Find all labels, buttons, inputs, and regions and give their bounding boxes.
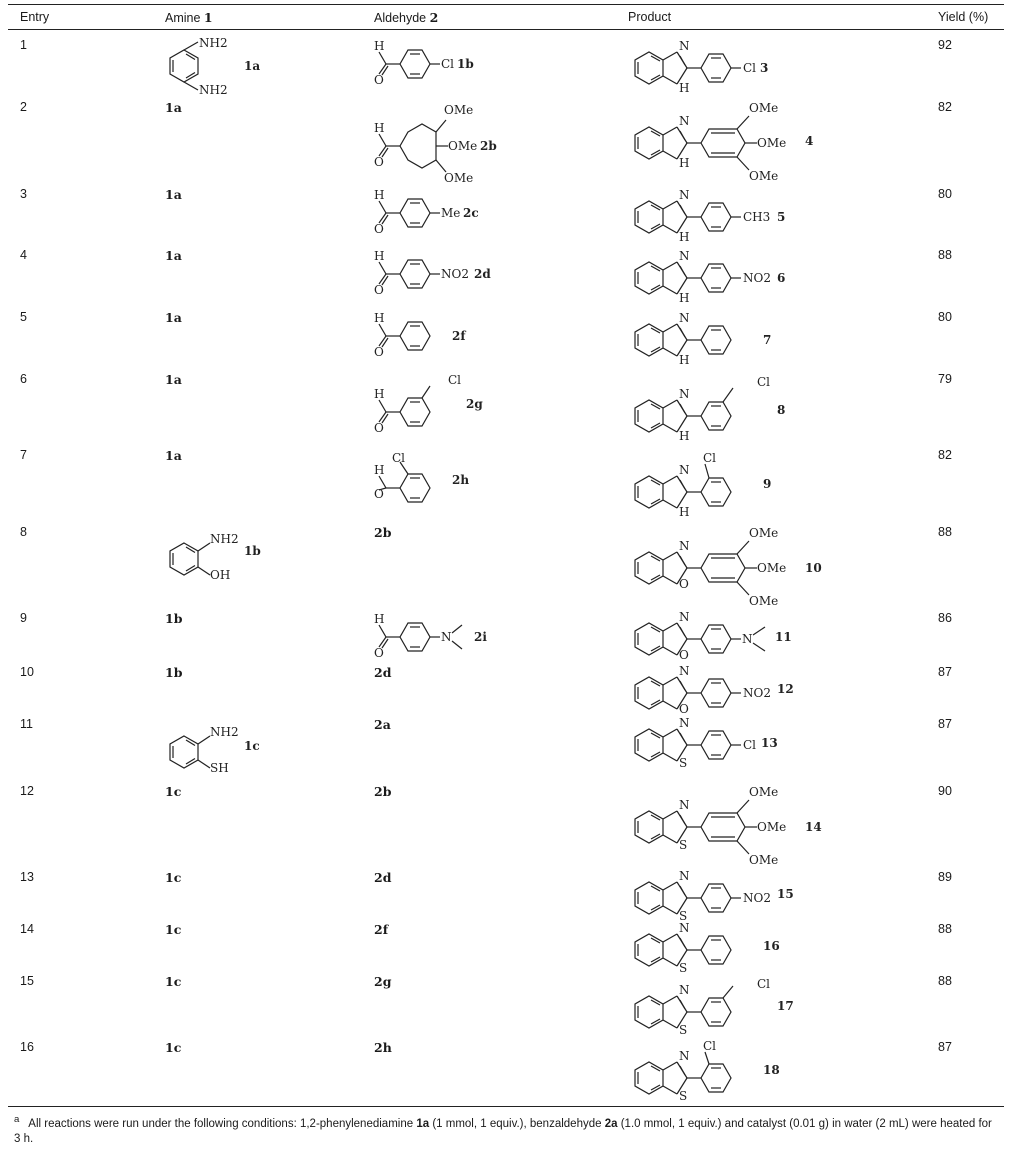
yield-cell: 88 [938, 974, 952, 988]
product-16-structure [625, 922, 825, 978]
atom-label: H [679, 429, 690, 443]
yield-cell: 80 [938, 187, 952, 201]
product-11-structure [625, 611, 825, 667]
product-label: 14 [805, 820, 822, 834]
header-aldehyde-num: 2 [429, 10, 439, 25]
atom-label: N [679, 1049, 690, 1063]
footnote-ref: 1a [416, 1117, 430, 1130]
table-header-rule [8, 29, 1004, 30]
atom-label: N [679, 921, 690, 935]
product-17-structure [625, 974, 825, 1040]
product-label: 15 [777, 887, 794, 901]
amine-cell: 1a [165, 100, 182, 115]
table-footnote [14, 1112, 999, 1147]
substituent-label: OMe [749, 853, 779, 867]
substituent-label: NO2 [743, 271, 771, 285]
atom-label: N [679, 983, 690, 997]
amine-group-label: SH [210, 761, 229, 775]
yield-cell: 92 [938, 38, 952, 52]
entry-cell: 6 [20, 372, 27, 386]
atom-h: H [374, 387, 385, 401]
atom-label: H [679, 156, 690, 170]
aldehyde-cell: 2b [374, 525, 392, 540]
yield-cell: 82 [938, 100, 952, 114]
atom-h: H [374, 188, 385, 202]
amine-1c-structure [160, 720, 270, 782]
atom-label: S [679, 756, 688, 770]
amine-group-label: NH2 [210, 532, 239, 546]
atom-label: S [679, 1023, 688, 1037]
substituent-label: OMe [749, 526, 779, 540]
substituent-label: Cl [703, 1039, 717, 1053]
entry-cell: 5 [20, 310, 27, 324]
product-label: 18 [763, 1063, 780, 1077]
atom-o: O [374, 345, 384, 359]
amine-group-label: NH2 [210, 725, 239, 739]
product-label: 9 [763, 477, 772, 491]
aldehyde-cell: 2f [374, 922, 389, 937]
substituent-label: OMe [757, 820, 787, 834]
atom-label: H [679, 353, 690, 367]
substituent-label: OMe [749, 594, 779, 608]
product-4-structure [625, 100, 835, 186]
entry-cell: 14 [20, 922, 34, 936]
atom-h: H [374, 463, 385, 477]
product-label: 7 [763, 333, 772, 347]
atom-label: N [679, 114, 690, 128]
aldehyde-label: 2d [474, 267, 491, 281]
product-14-structure [625, 784, 835, 870]
aldehyde-label: 2c [463, 206, 479, 220]
entry-cell: 4 [20, 248, 27, 262]
atom-label: S [679, 909, 688, 923]
substituent-label: Cl [392, 451, 406, 465]
amine-cell: 1c [165, 974, 182, 989]
product-label: 8 [777, 403, 786, 417]
substituent-label: OMe [444, 171, 474, 185]
footnote-text: (1 mmol, 1 equiv.), benzaldehyde [432, 1117, 602, 1130]
header-amine-label: Amine [165, 11, 201, 25]
atom-label: O [679, 702, 689, 716]
yield-cell: 88 [938, 922, 952, 936]
atom-label: N [679, 387, 690, 401]
amine-cell: 1c [165, 870, 182, 885]
aldehyde-benzaldehyde-structure [370, 310, 490, 360]
product-label: 5 [777, 210, 786, 224]
aldehyde-2-chloro-structure [370, 448, 490, 512]
entry-cell: 11 [20, 717, 33, 731]
yield-cell: 88 [938, 248, 952, 262]
atom-o: O [374, 222, 384, 236]
footnote-text: All reactions were run under the following conditions: 1,2-phenylenediamine [28, 1117, 414, 1130]
amine-1b-structure [160, 527, 270, 589]
atom-o: O [374, 646, 384, 660]
substituent-label: NO2 [441, 267, 469, 281]
substituent-label: Cl [757, 977, 771, 991]
aldehyde-cell: 2h [374, 1040, 392, 1055]
substituent-label: N [441, 630, 452, 644]
amine-cell: 1a [165, 248, 182, 263]
amine-cell: 1a [165, 448, 182, 463]
amine-cell: 1c [165, 784, 182, 799]
atom-label: H [679, 505, 690, 519]
aldehyde-cell: 2d [374, 870, 392, 885]
header-aldehyde [374, 10, 438, 25]
yield-cell: 87 [938, 717, 952, 731]
product-5-structure [625, 187, 825, 247]
amine-group-label: NH2 [199, 83, 228, 97]
entry-cell: 8 [20, 525, 27, 539]
atom-label: N [679, 249, 690, 263]
product-label: 10 [805, 561, 822, 575]
product-label: 12 [777, 682, 794, 696]
substituent-label: Cl [743, 61, 757, 75]
entry-cell: 15 [20, 974, 34, 988]
yield-cell: 82 [938, 448, 952, 462]
atom-label: N [679, 539, 690, 553]
yield-cell: 89 [938, 870, 952, 884]
atom-o: O [374, 487, 384, 501]
footnote-mark: a [14, 1114, 20, 1125]
amine-cell: 1a [165, 372, 182, 387]
amine-label: 1c [244, 739, 260, 753]
substituent-label: OMe [749, 101, 779, 115]
product-9-structure [625, 448, 825, 524]
atom-label: N [679, 716, 690, 730]
substituent-label: Cl [703, 451, 717, 465]
table-bottom-rule [8, 1106, 1004, 1107]
amine-cell: 1b [165, 611, 183, 626]
entry-cell: 1 [20, 38, 27, 52]
entry-cell: 2 [20, 100, 27, 114]
aldehyde-4-chloro-structure [370, 38, 510, 88]
substituent-label: NO2 [743, 891, 771, 905]
yield-cell: 87 [938, 1040, 952, 1054]
aldehyde-4-methyl-structure [370, 187, 510, 237]
atom-h: H [374, 121, 385, 135]
entry-cell: 7 [20, 448, 27, 462]
header-amine-num: 1 [203, 10, 213, 25]
yield-cell: 88 [938, 525, 952, 539]
product-8-structure [625, 372, 825, 448]
product-label: 3 [760, 61, 769, 75]
substituent-label: OMe [749, 785, 779, 799]
aldehyde-dimethylamino-structure [370, 611, 520, 661]
product-13-structure [625, 717, 825, 773]
yield-cell: 87 [938, 665, 952, 679]
entry-cell: 3 [20, 187, 27, 201]
atom-h: H [374, 311, 385, 325]
amine-cell: 1a [165, 310, 182, 325]
substituent-label: NO2 [743, 686, 771, 700]
substituent-label: Cl [441, 57, 455, 71]
aldehyde-label: 2i [474, 630, 487, 644]
aldehyde-label: 2f [452, 329, 466, 343]
entry-cell: 10 [20, 665, 34, 679]
product-label: 11 [775, 630, 792, 644]
product-label: 4 [805, 134, 814, 148]
product-18-structure [625, 1040, 825, 1106]
substituent-label: OMe [444, 103, 474, 117]
aldehyde-label: 2h [452, 473, 470, 487]
atom-label: N [679, 869, 690, 883]
product-7-structure [625, 310, 825, 370]
yield-cell: 79 [938, 372, 952, 386]
atom-label: H [679, 230, 690, 244]
amine-group-label: OH [210, 568, 231, 582]
atom-label: O [679, 577, 689, 591]
yield-cell: 80 [938, 310, 952, 324]
amine-cell: 1c [165, 1040, 182, 1055]
header-amine [165, 10, 213, 25]
entry-cell: 12 [20, 784, 34, 798]
aldehyde-cell: 2g [374, 974, 392, 989]
product-3-structure [625, 38, 825, 98]
product-15-structure [625, 870, 825, 926]
substituent-label: Cl [743, 738, 757, 752]
product-label: 13 [761, 736, 778, 750]
amine-1a-structure [160, 34, 270, 96]
atom-label: S [679, 838, 688, 852]
atom-label: N [679, 188, 690, 202]
atom-o: O [374, 283, 384, 297]
footnote-text: (1.0 mmol, 1 equiv.) and catalyst (0.01 g) in water (2 mL) were heated for 3 h. [14, 1117, 992, 1145]
substituent-label: Cl [448, 373, 462, 387]
aldehyde-4-nitro-structure [370, 248, 520, 298]
amine-label: 1b [244, 544, 261, 558]
atom-label: S [679, 1089, 688, 1103]
atom-o: O [374, 73, 384, 87]
aldehyde-trimethoxy-structure [370, 100, 530, 186]
substituent-label: OMe [448, 139, 478, 153]
amine-cell: 1b [165, 665, 183, 680]
substituent-label: OMe [757, 136, 787, 150]
aldehyde-cell: 2b [374, 784, 392, 799]
amine-group-label: NH2 [199, 36, 228, 50]
yield-cell: 86 [938, 611, 952, 625]
aldehyde-3-chloro-structure [370, 372, 500, 436]
atom-label: O [679, 648, 689, 662]
atom-h: H [374, 249, 385, 263]
atom-h: H [374, 612, 385, 626]
substituent-label: CH3 [743, 210, 771, 224]
atom-label: H [679, 291, 690, 305]
atom-label: N [679, 311, 690, 325]
substituent-label: OMe [749, 169, 779, 183]
substituent-label: Cl [757, 375, 771, 389]
footnote-ref: 2a [604, 1117, 618, 1130]
product-label: 16 [763, 939, 780, 953]
atom-o: O [374, 155, 384, 169]
product-label: 17 [777, 999, 794, 1013]
substituent-label: Me [441, 206, 461, 220]
amine-cell: 1c [165, 922, 182, 937]
header-yield: Yield (%) [938, 10, 989, 24]
entry-cell: 16 [20, 1040, 34, 1054]
atom-label: S [679, 961, 688, 975]
aldehyde-cell: 2d [374, 665, 392, 680]
product-12-structure [625, 665, 825, 721]
amine-cell: 1a [165, 187, 182, 202]
header-product: Product [628, 10, 672, 24]
atom-label: N [679, 798, 690, 812]
yield-cell: 90 [938, 784, 952, 798]
substituent-label: N [742, 632, 753, 646]
aldehyde-cell: 2a [374, 717, 391, 732]
atom-label: N [679, 610, 690, 624]
atom-label: N [679, 463, 690, 477]
header-aldehyde-label: Aldehyde [374, 11, 427, 25]
table-top-rule [8, 4, 1004, 5]
entry-cell: 13 [20, 870, 34, 884]
aldehyde-label: 1b [457, 57, 474, 71]
atom-o: O [374, 421, 384, 435]
atom-label: N [679, 664, 690, 678]
aldehyde-label: 2b [480, 139, 497, 153]
aldehyde-label: 2g [466, 397, 483, 411]
product-10-structure [625, 525, 835, 611]
atom-h: H [374, 39, 385, 53]
product-label: 6 [777, 271, 786, 285]
atom-label: N [679, 39, 690, 53]
product-6-structure [625, 248, 825, 308]
substituent-label: OMe [757, 561, 787, 575]
header-entry: Entry [20, 10, 50, 24]
entry-cell: 9 [20, 611, 27, 625]
atom-label: H [679, 81, 690, 95]
amine-label: 1a [244, 59, 261, 73]
